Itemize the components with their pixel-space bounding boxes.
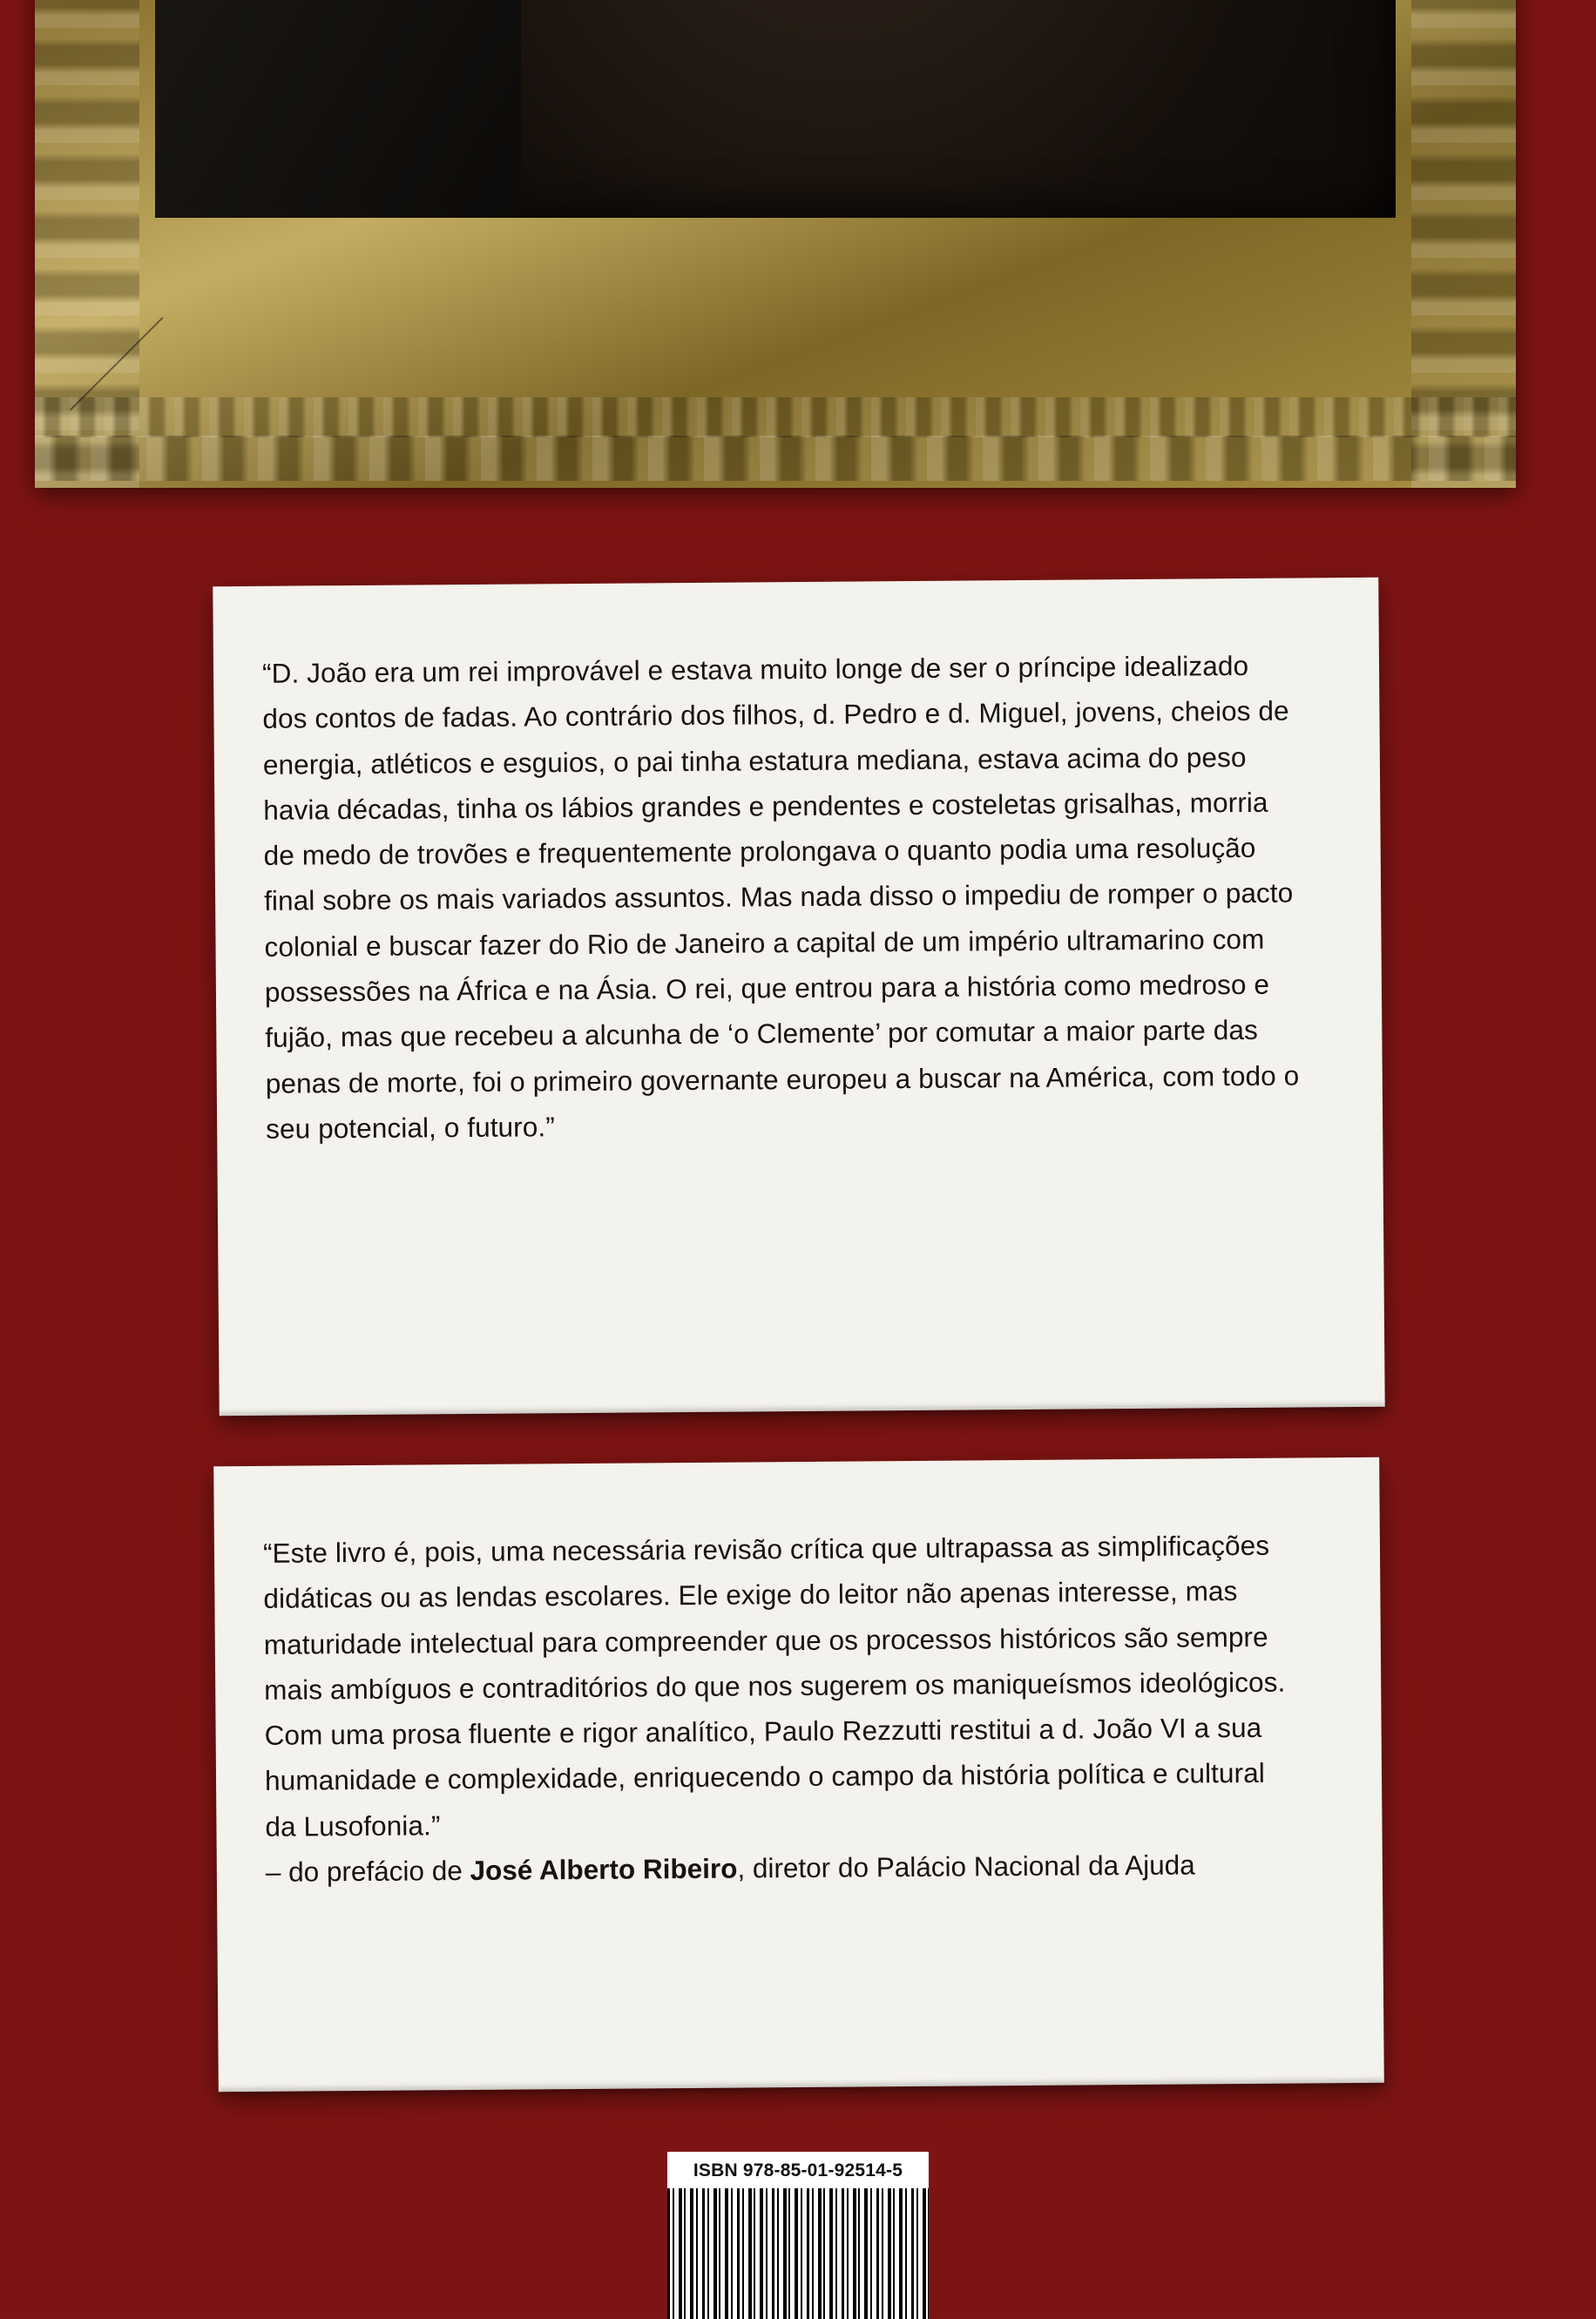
- portrait-coat: [155, 0, 521, 218]
- painting-canvas: [155, 0, 1396, 218]
- preface-credit-prefix: – do prefácio de: [265, 1854, 470, 1888]
- picture-frame: [35, 0, 1516, 488]
- cover-artwork: [0, 0, 1551, 488]
- preface-author-name: José Alberto Ribeiro: [470, 1852, 738, 1886]
- frame-ornament-row: [35, 397, 1516, 437]
- preface-quote-text: “Este livro é, pois, uma necessária revisão crítica que ultrapassa as simplificações didáticas ou as lendas escolares. Ele exige do leitor não apenas interesse, mas maturidade intelectual para compreender que os processos históricos são sempre mais ambíguos e contraditórios do que nos sugerem os maniqueísmos ideológicos. Com uma prosa fluente e rigor analítico, Paulo Rezzutti restitui a d. João VI a sua humanidade e complexidade, enriquecendo o campo da história política e cultural da Lusofonia.”: [262, 1529, 1294, 1842]
- isbn-label: ISBN 978-85-01-92514-5: [693, 2160, 903, 2180]
- quote-card-excerpt: [213, 578, 1384, 1416]
- preface-credit: [266, 1841, 1302, 1895]
- quote-card-preface: [213, 1457, 1384, 2092]
- book-excerpt-text: “D. João era um rei improvável e estava muito longe de ser o príncipe idealizado dos contos de fadas. Ao contrário dos filhos, d. Pedro e d. Miguel, jovens, cheios de energia, atléticos e esguios, o pai tinha estatura mediana, estava acima do peso havia décadas, tinha os lábios grandes e pendentes e costeletas grisalhas, morria de medo de trovões e frequentemente prolongava o quanto podia uma resolução final sobre os mais variados assuntos. Mas nada disso o impediu de romper o pacto colonial e buscar fazer do Rio de Janeiro a capital de um império ultramarino com possessões na África e na Ásia. O rei, que entrou para a história como medroso e fujão, mas que recebeu a alcunha de ‘o Clemente’ por comutar a maior parte das penas de morte, foi o primeiro governante europeu a buscar na América, com todo o seu potencial, o futuro.”: [261, 649, 1308, 1145]
- isbn-block: [667, 2160, 929, 2319]
- frame-ornament-row: [35, 436, 1516, 481]
- ean13-barcode: [667, 2188, 929, 2319]
- preface-credit-suffix: , diretor do Palácio Nacional da Ajuda: [737, 1849, 1195, 1884]
